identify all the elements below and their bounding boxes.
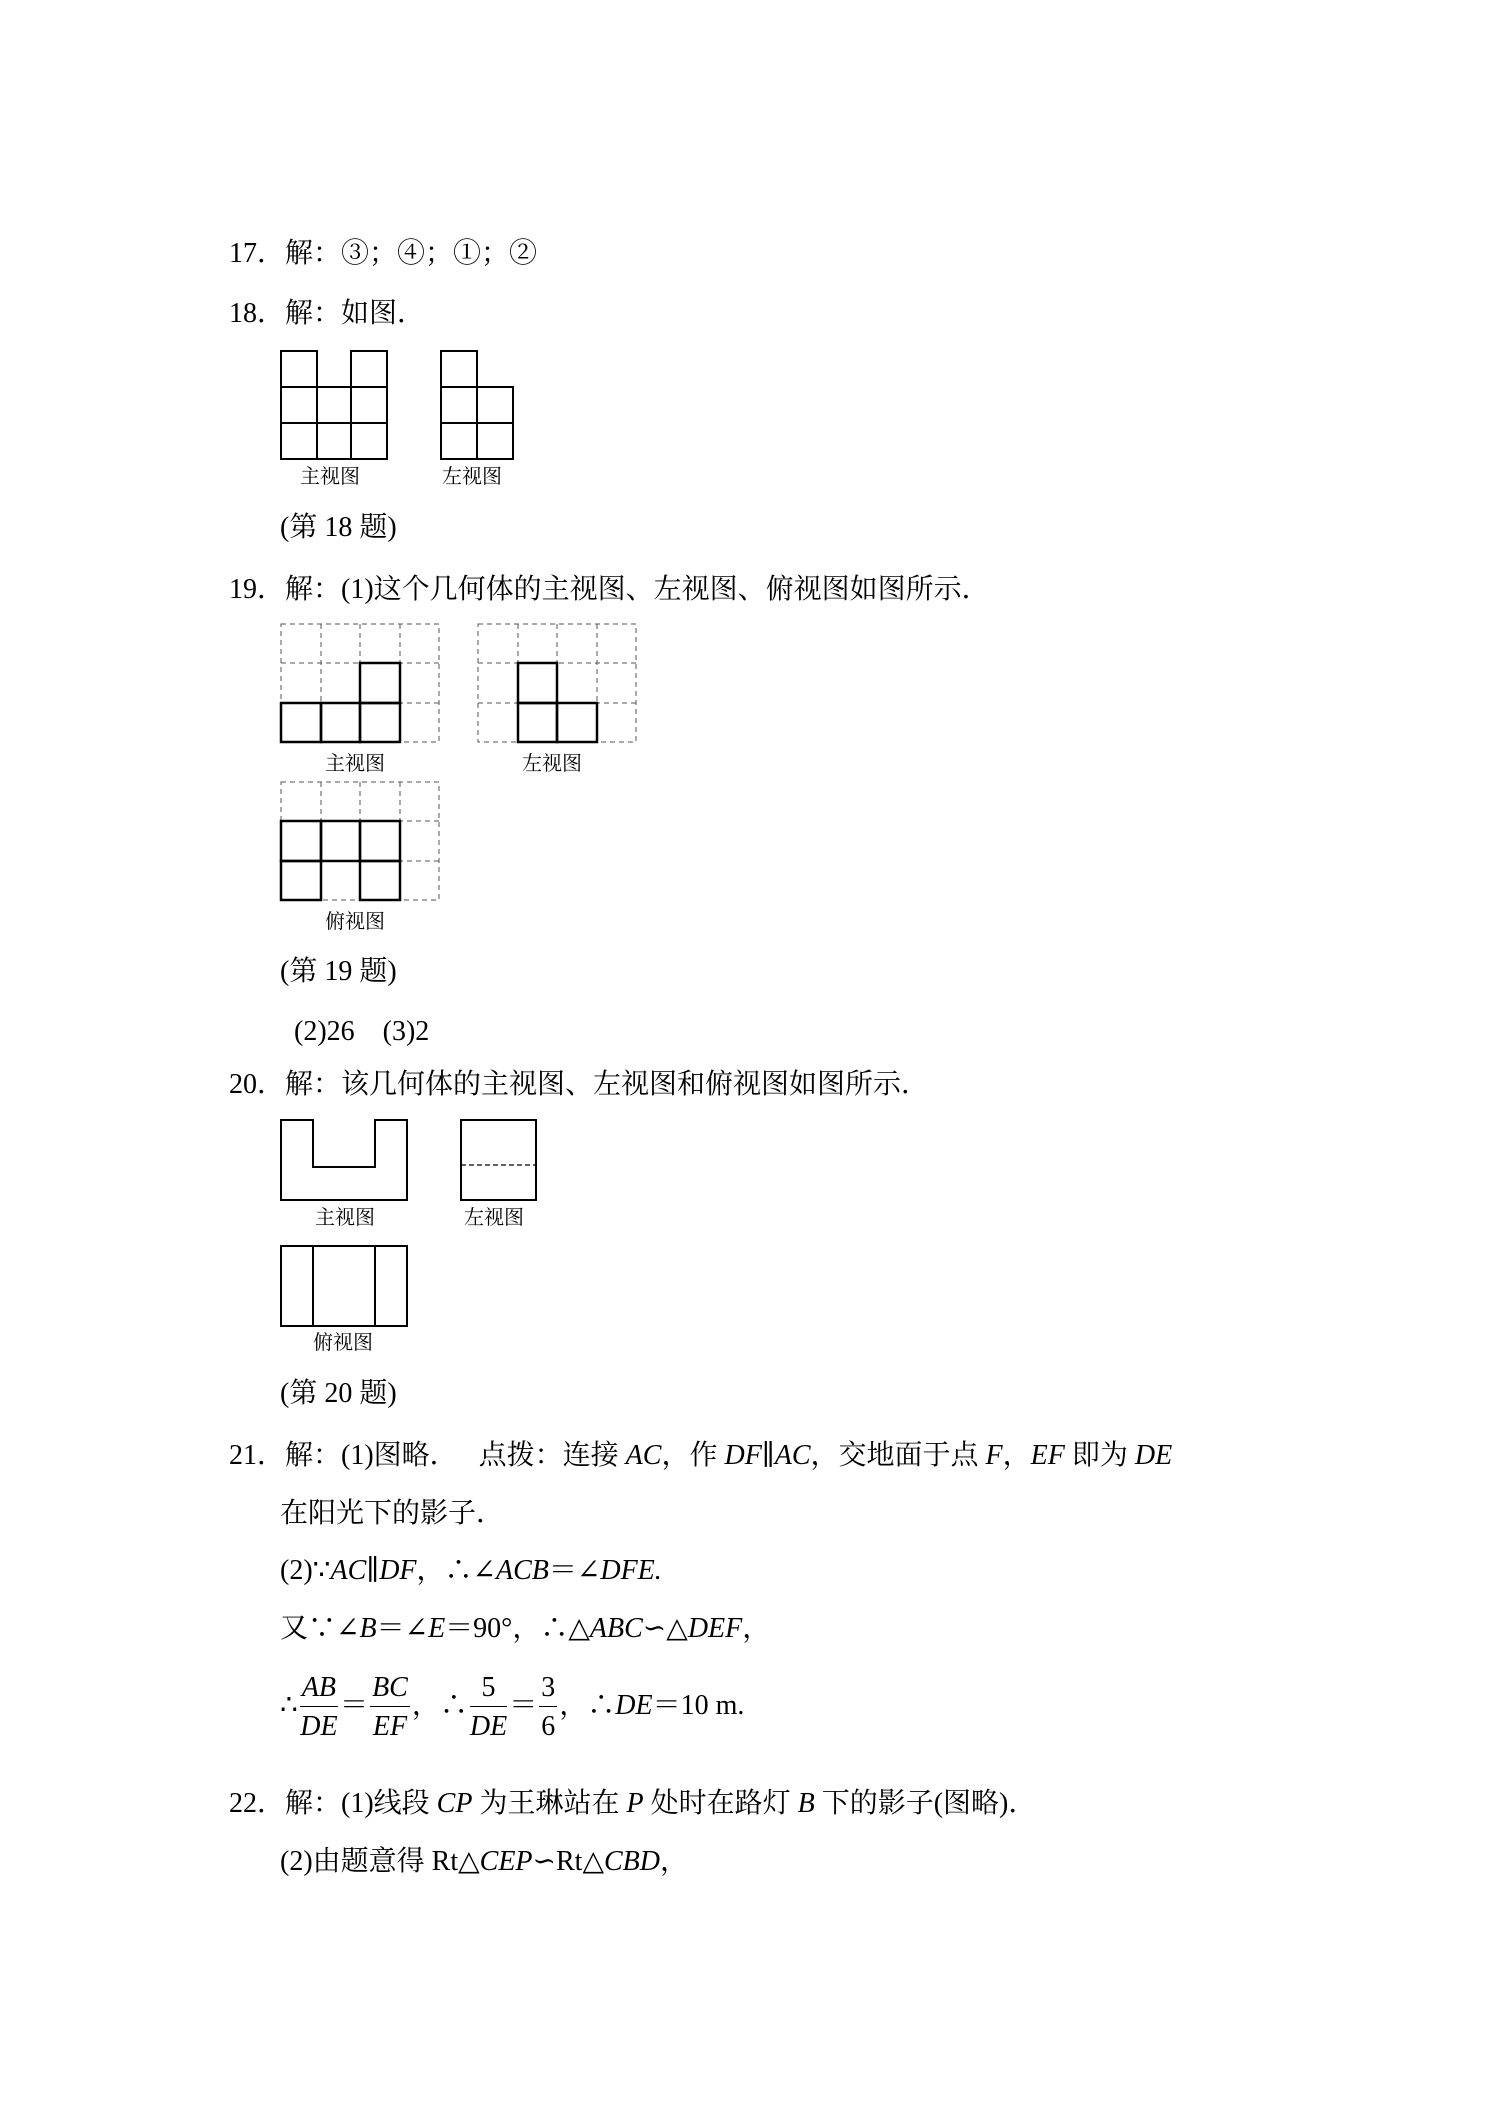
- q20-caption: (第 20 题): [280, 1378, 397, 1409]
- q18-answer: 解：如图．: [285, 298, 426, 329]
- q18-caption: (第 18 题): [280, 512, 397, 543]
- q20-left-view: [460, 1119, 537, 1201]
- q22-line2: [280, 1848, 688, 1876]
- var-dfe: DFE: [600, 1555, 655, 1586]
- var-ac: AC: [774, 1440, 811, 1471]
- q20-front-label: 主视图: [315, 1205, 375, 1229]
- fraction-ab-de: [300, 1672, 338, 1743]
- denominator: EF: [372, 1711, 408, 1743]
- q21-text: ，∴∠: [416, 1555, 496, 1586]
- similar-symbol: ∽: [642, 1613, 667, 1644]
- q18-front-label: 主视图: [300, 464, 360, 488]
- var-e: E: [428, 1613, 446, 1644]
- q21-text: 又∵∠: [280, 1613, 360, 1644]
- q18-line: [229, 300, 425, 328]
- fraction-3-6: [539, 1672, 557, 1743]
- q22-text: 处时在路灯: [643, 1788, 798, 1819]
- q20-line: [229, 1071, 929, 1099]
- q21-text: ，: [1002, 1440, 1031, 1471]
- q22-text: ，: [659, 1846, 688, 1877]
- q22-text: (2)由题意得 Rt△: [280, 1846, 480, 1877]
- var-ac: AC: [625, 1440, 662, 1471]
- numerator: 5: [470, 1672, 507, 1707]
- q22-number: 22．: [229, 1788, 286, 1819]
- var-de: DE: [1134, 1440, 1173, 1471]
- q19-answer: 解：(1)这个几何体的主视图、左视图、俯视图如图所示．: [285, 574, 990, 605]
- var-f: F: [985, 1440, 1003, 1471]
- q20-top-view: [280, 1245, 408, 1327]
- fraction-bc-ef: [370, 1672, 410, 1743]
- q17-answer: 解：③；④；①；②: [285, 238, 538, 269]
- q21-line1: [229, 1442, 1172, 1470]
- q19-more-answers: (2)26 (3)2: [294, 1016, 430, 1047]
- q20-front-view: [280, 1119, 408, 1201]
- var-df: DF: [724, 1440, 762, 1471]
- q21-text: 即为: [1064, 1440, 1135, 1471]
- var-p: P: [626, 1788, 644, 1819]
- comma: ，: [411, 1690, 440, 1722]
- var-de: DE: [615, 1690, 653, 1722]
- denominator: 6: [541, 1711, 556, 1743]
- q21-line3: [280, 1557, 662, 1585]
- q18-number: 18．: [229, 298, 286, 329]
- therefore-symbol: ∴: [439, 1690, 468, 1722]
- q21-text: ，作: [661, 1440, 725, 1471]
- var-cep: CEP: [479, 1846, 533, 1877]
- parallel-symbol: ∥: [761, 1440, 775, 1471]
- q19-top-view: [280, 781, 440, 903]
- denominator: DE: [300, 1711, 338, 1743]
- var-ac: AC: [330, 1555, 367, 1586]
- q22-text: ∽Rt△: [532, 1846, 604, 1877]
- parallel-symbol: ∥: [366, 1555, 380, 1586]
- var-acb: ACB: [495, 1555, 549, 1586]
- q21-text: (2)∵: [280, 1555, 331, 1586]
- q20-top-label: 俯视图: [313, 1330, 373, 1354]
- q18-left-label: 左视图: [442, 464, 502, 488]
- denominator: DE: [469, 1711, 508, 1743]
- var-df: DF: [379, 1555, 417, 1586]
- q21-line2: 在阳光下的影子．: [280, 1498, 505, 1529]
- comma: ，: [742, 1613, 771, 1644]
- q21-line4: [280, 1615, 770, 1643]
- angle-symbol: ∠: [576, 1555, 601, 1586]
- q17-number: 17．: [229, 238, 286, 269]
- angle-symbol: ∠: [404, 1613, 429, 1644]
- therefore-symbol: ∴: [587, 1690, 616, 1722]
- triangle-symbol: △: [666, 1613, 688, 1644]
- q21-line5: [280, 1672, 744, 1743]
- var-cbd: CBD: [603, 1846, 660, 1877]
- q22-text: 解：(1)线段: [285, 1788, 437, 1819]
- q21-result: ＝10 m.: [652, 1690, 745, 1722]
- q19-front-view: [280, 623, 440, 745]
- var-ef: EF: [1030, 1440, 1065, 1471]
- q20-answer: 解：该几何体的主视图、左视图和俯视图如图所示．: [285, 1069, 930, 1100]
- q21-number: 21．: [229, 1440, 286, 1471]
- q21-text: ，交地面于点: [810, 1440, 986, 1471]
- q22-line1: [229, 1790, 1036, 1818]
- q19-left-view: [477, 623, 637, 745]
- q17-line: [229, 240, 537, 268]
- q19-left-label: 左视图: [522, 751, 582, 775]
- var-def: DEF: [687, 1613, 743, 1644]
- q19-front-label: 主视图: [325, 751, 385, 775]
- comma: ，: [559, 1690, 588, 1722]
- var-b: B: [359, 1613, 377, 1644]
- q20-number: 20．: [229, 1069, 286, 1100]
- q18-front-view: [280, 350, 392, 460]
- var-abc: ABC: [589, 1613, 643, 1644]
- period: .: [654, 1555, 662, 1586]
- equals-sign: ＝: [340, 1690, 369, 1722]
- numerator: AB: [300, 1672, 338, 1707]
- numerator: 3: [539, 1672, 557, 1707]
- q20-left-label: 左视图: [464, 1205, 524, 1229]
- fraction-5-de: [470, 1672, 507, 1743]
- var-cp: CP: [436, 1788, 473, 1819]
- q22-text: 为王琳站在: [472, 1788, 627, 1819]
- var-b: B: [797, 1788, 815, 1819]
- numerator: BC: [370, 1672, 410, 1707]
- q22-text: 下的影子(图略)．: [814, 1788, 1037, 1819]
- q19-number: 19．: [229, 574, 286, 605]
- q19-top-label: 俯视图: [325, 909, 385, 933]
- therefore-symbol: ∴: [280, 1690, 298, 1722]
- equals-sign: ＝: [509, 1690, 538, 1722]
- q21-text: ＝90°，∴△: [445, 1613, 590, 1644]
- q18-left-view: [440, 350, 516, 460]
- equals-sign: ＝: [376, 1613, 405, 1644]
- q19-caption: (第 19 题): [280, 956, 397, 987]
- q19-line: [229, 576, 990, 604]
- q21-text: 解：(1)图略． 点拨：连接: [285, 1440, 626, 1471]
- equals-sign: ＝: [548, 1555, 577, 1586]
